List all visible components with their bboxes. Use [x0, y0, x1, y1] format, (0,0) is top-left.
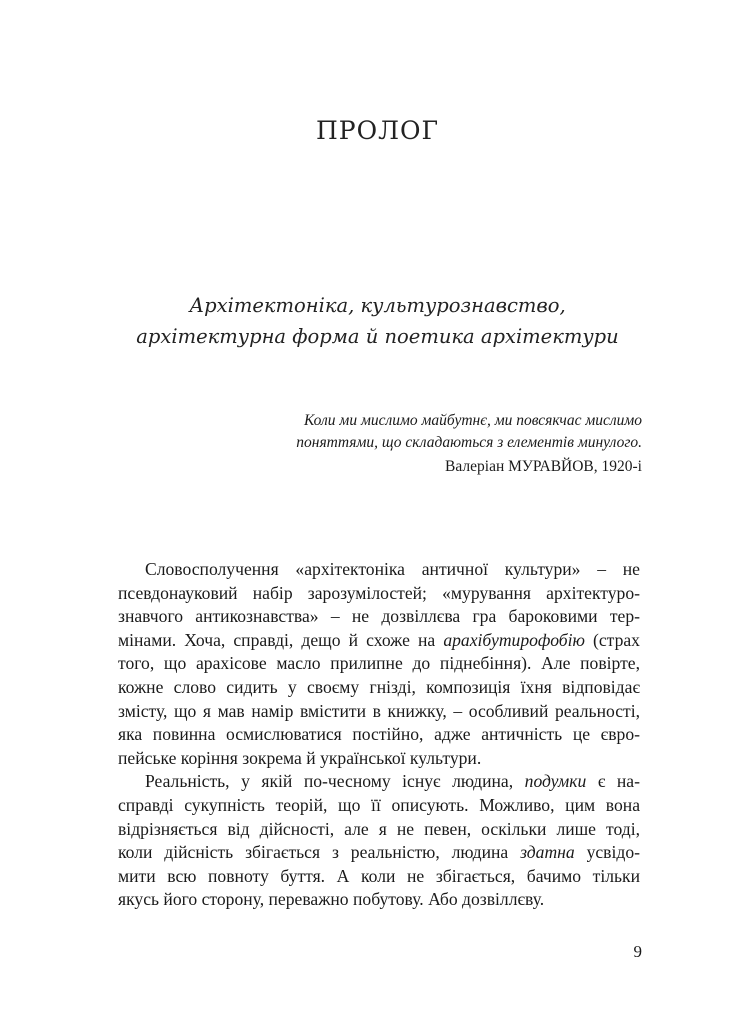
body-text [118, 558, 640, 912]
text-line: якусь його сторону, переважно побутову. Або дозвіллєву. [118, 889, 545, 910]
text-line: псевдонауковий набір зарозумілостей; «мурування архітектуро- [118, 582, 640, 603]
epigraph-attribution: Валеріан МУРАВЙОВ, 1920-і [445, 458, 642, 475]
epigraph [202, 410, 642, 478]
text-line: кожне слово сидить у своєму гнізді, композиція їхня відповідає [118, 676, 640, 697]
paragraph-1 [118, 558, 640, 770]
italic-term: здатна [520, 842, 575, 863]
text-line: справді сукупність теорій, що її описують. Можливо, цим вона [118, 794, 640, 815]
text-fragment: коли дійсність збігається з реальністю, людина [118, 842, 509, 863]
text-line: яка повинна осмислюватися постійно, адже античність це євро- [118, 724, 640, 745]
epigraph-line-1: Коли ми мислимо майбутнє, ми повсякчас мислимо [303, 412, 642, 429]
section-heading-line-1: Архітектоніка, культурознавство, [189, 294, 566, 317]
text-fragment: (страх [593, 629, 640, 650]
text-line: Словосполучення «архітектоніка античної культури» – не [145, 559, 640, 579]
text-fragment: мінами. Хоча, справді, дещо й схоже на [118, 629, 436, 650]
text-line: мити всю повноту буття. А коли не збігається, бачимо тільки [118, 865, 640, 886]
text-fragment: усвідо- [586, 842, 640, 863]
text-line [118, 770, 640, 794]
text-line: пейське коріння зокрема й української культури. [118, 747, 482, 768]
text-line [118, 629, 640, 653]
chapter-title: ПРОЛОГ [315, 116, 440, 145]
text-line: знавчого антикознавства» – не дозвіллєва гра бароковими тер- [118, 606, 640, 627]
italic-term: арахібутирофобію [443, 629, 585, 650]
text-line: відрізняється від дійсності, але я не певен, оскільки лише тоді, [118, 818, 640, 839]
text-line: змісту, що я мав намір вмістити в книжку, – особливий реальності, [118, 700, 640, 721]
text-fragment: є на- [597, 771, 640, 792]
section-heading [60, 290, 695, 352]
text-line: того, що арахісове масло прилипне до піднебіння). Але повірте, [118, 653, 640, 674]
paragraph-2 [118, 770, 640, 912]
epigraph-line-2: поняттями, що складаються з елементів минулого. [296, 434, 642, 451]
italic-term: подумки [524, 771, 587, 792]
page-number: 9 [633, 942, 642, 961]
section-heading-line-2: архітектурна форма й поетика архітектури [136, 325, 619, 348]
text-line [118, 841, 640, 865]
text-fragment: Реальність, у якій по-чесному існує людина, [145, 771, 514, 792]
